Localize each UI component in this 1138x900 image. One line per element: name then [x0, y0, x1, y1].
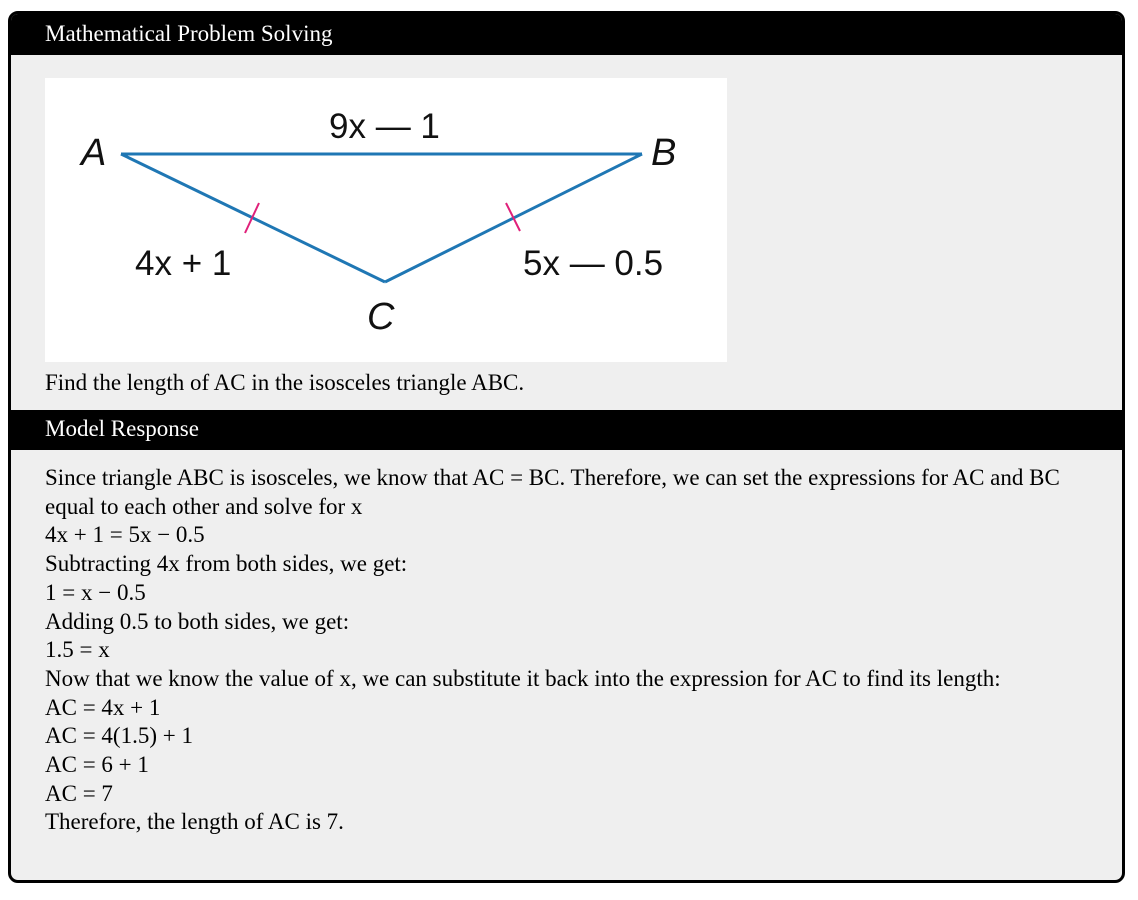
response-line: Adding 0.5 to both sides, we get: — [45, 608, 350, 634]
side-ac-label: 4x + 1 — [135, 244, 232, 283]
response-body — [45, 464, 1105, 837]
response-line: Therefore, the length of AC is 7. — [45, 809, 344, 835]
vertex-a-label: A — [81, 132, 107, 174]
side-ab-label: 9x — 1 — [329, 107, 440, 146]
response-line: AC = 7 — [45, 780, 113, 806]
side-bc-label: 5x — 0.5 — [523, 244, 664, 283]
triangle-figure — [45, 78, 727, 362]
response-line: AC = 6 + 1 — [45, 752, 149, 778]
response-line: Since triangle ABC is isosceles, we know that AC = BC. Therefore, we can set the expressions for AC and BC equal to each other and solve for x — [45, 465, 1066, 519]
response-line: 1.5 = x — [45, 637, 110, 663]
triangle-diagram — [45, 78, 727, 362]
problem-card — [8, 11, 1125, 883]
response-line: AC = 4x + 1 — [45, 694, 161, 720]
response-line: Now that we know the value of x, we can substitute it back into the expression for AC to find its length: — [45, 665, 1001, 691]
problem-header: Mathematical Problem Solving — [11, 14, 1122, 55]
response-line: 4x + 1 = 5x − 0.5 — [45, 522, 205, 548]
vertex-c-label: C — [367, 296, 395, 338]
response-line: 1 = x − 0.5 — [45, 579, 146, 605]
question-text: Find the length of AC in the isosceles triangle ABC. — [45, 370, 525, 395]
response-line: AC = 4(1.5) + 1 — [45, 723, 193, 749]
response-header: Model Response — [11, 410, 1122, 450]
tick-mark-ac — [245, 203, 259, 233]
response-line: Subtracting 4x from both sides, we get: — [45, 551, 408, 577]
vertex-b-label: B — [651, 132, 677, 174]
